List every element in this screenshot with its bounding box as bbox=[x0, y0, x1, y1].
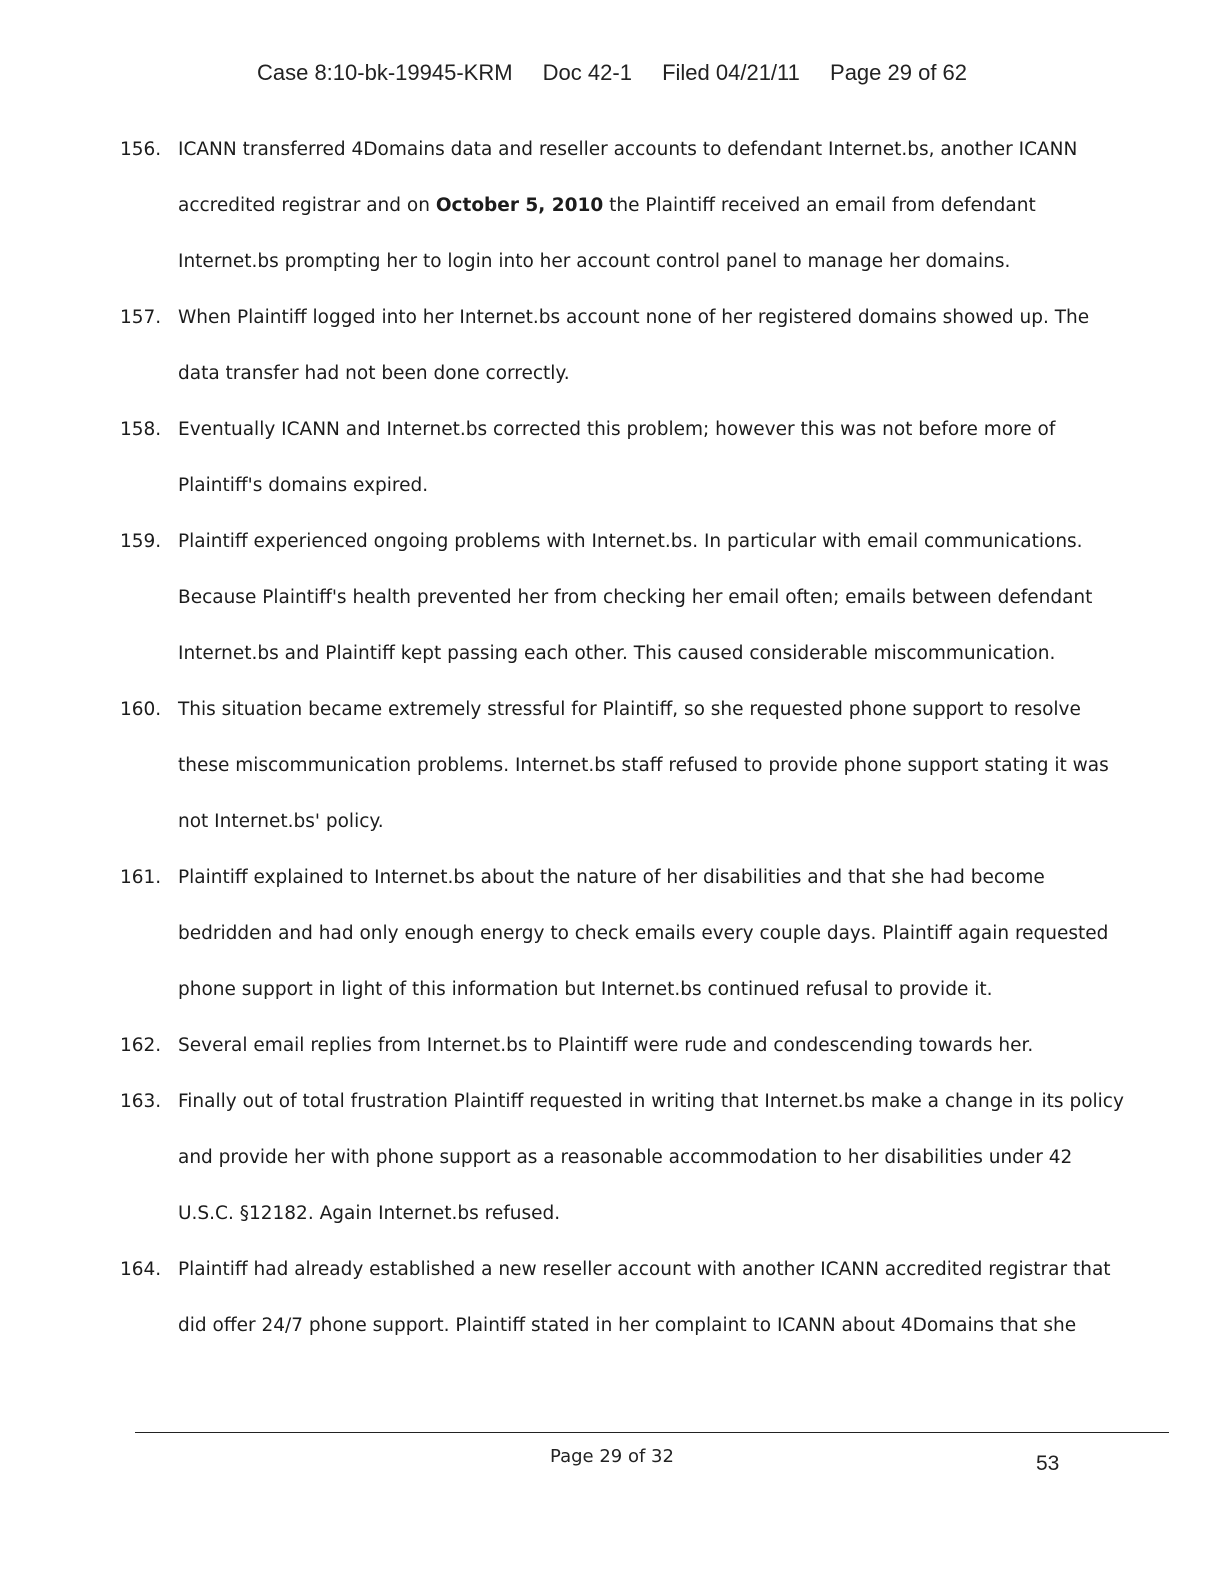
paragraph-158 bbox=[120, 402, 1130, 514]
exhibit-page-number: 53 bbox=[1036, 1452, 1060, 1475]
paragraph-159 bbox=[120, 514, 1130, 682]
paragraph-161 bbox=[120, 850, 1130, 1018]
paragraph-162 bbox=[120, 1018, 1130, 1074]
paragraph-164 bbox=[120, 1242, 1130, 1354]
paragraph-163 bbox=[120, 1074, 1130, 1242]
paragraph-number: 157. bbox=[120, 307, 162, 328]
paragraph-text: Plaintiff had already established a new reseller account with another ICANN accredited registrar that did offer 24/7 phone support. Plaintiff stated in her complaint to ICANN about 4Domains that she bbox=[178, 1259, 1111, 1336]
paragraph-number: 164. bbox=[120, 1259, 162, 1280]
case-number: Case 8:10-bk-19945-KRM bbox=[256, 60, 513, 85]
paragraph-text: Several email replies from Internet.bs to Plaintiff were rude and condescending towards her. bbox=[178, 1035, 1034, 1056]
ecf-header bbox=[0, 60, 1224, 86]
doc-number: Doc 42-1 bbox=[542, 60, 632, 85]
paragraph-156 bbox=[120, 122, 1130, 290]
footer-divider bbox=[135, 1432, 1169, 1433]
paragraph-number: 162. bbox=[120, 1035, 162, 1056]
date-emphasis: October 5, 2010 bbox=[435, 195, 604, 216]
paragraph-number: 159. bbox=[120, 531, 162, 552]
paragraph-157 bbox=[120, 290, 1130, 402]
footer-page-number: Page 29 of 32 bbox=[550, 1446, 674, 1467]
numbered-paragraphs bbox=[120, 122, 1130, 1354]
paragraph-text: ICANN transferred 4Domains data and reseller accounts to defendant Internet.bs, another ICANN accredited registrar and on October 5, 2010 the Plaintiff received an email from defendant Internet.bs prompting her to login into her account control panel to manage her domains. bbox=[178, 139, 1078, 272]
paragraph-160 bbox=[120, 682, 1130, 850]
paragraph-number: 158. bbox=[120, 419, 162, 440]
paragraph-text: Finally out of total frustration Plaintiff requested in writing that Internet.bs make a change in its policy and provide her with phone support as a reasonable accommodation to her disabilities under 42 U.S.C. §12182. Again Internet.bs refused. bbox=[178, 1091, 1124, 1224]
paragraph-text: This situation became extremely stressful for Plaintiff, so she requested phone support to resolve these miscommunication problems. Internet.bs staff refused to provide phone support stating it was not Internet.bs' policy. bbox=[178, 699, 1109, 832]
ecf-page-number: Page 29 of 62 bbox=[830, 60, 968, 85]
paragraph-text: Eventually ICANN and Internet.bs corrected this problem; however this was not before more of Plaintiff's domains expired. bbox=[178, 419, 1056, 496]
paragraph-number: 163. bbox=[120, 1091, 162, 1112]
paragraph-text: Plaintiff explained to Internet.bs about the nature of her disabilities and that she had become bedridden and had only enough energy to check emails every couple days. Plaintiff again requested phone support in light of this information but Internet.bs continued refusal to provide it. bbox=[178, 867, 1109, 1000]
paragraph-number: 161. bbox=[120, 867, 162, 888]
paragraph-number: 156. bbox=[120, 139, 162, 160]
paragraph-number: 160. bbox=[120, 699, 162, 720]
filed-date: Filed 04/21/11 bbox=[662, 60, 800, 85]
paragraph-text: When Plaintiff logged into her Internet.bs account none of her registered domains showed up. The data transfer had not been done correctly. bbox=[178, 307, 1090, 384]
paragraph-text: Plaintiff experienced ongoing problems with Internet.bs. In particular with email communications. Because Plaintiff's health prevented her from checking her email often; emails between defendant Internet.bs and Plaintiff kept passing each other. This caused considerable miscommunication. bbox=[178, 531, 1093, 664]
